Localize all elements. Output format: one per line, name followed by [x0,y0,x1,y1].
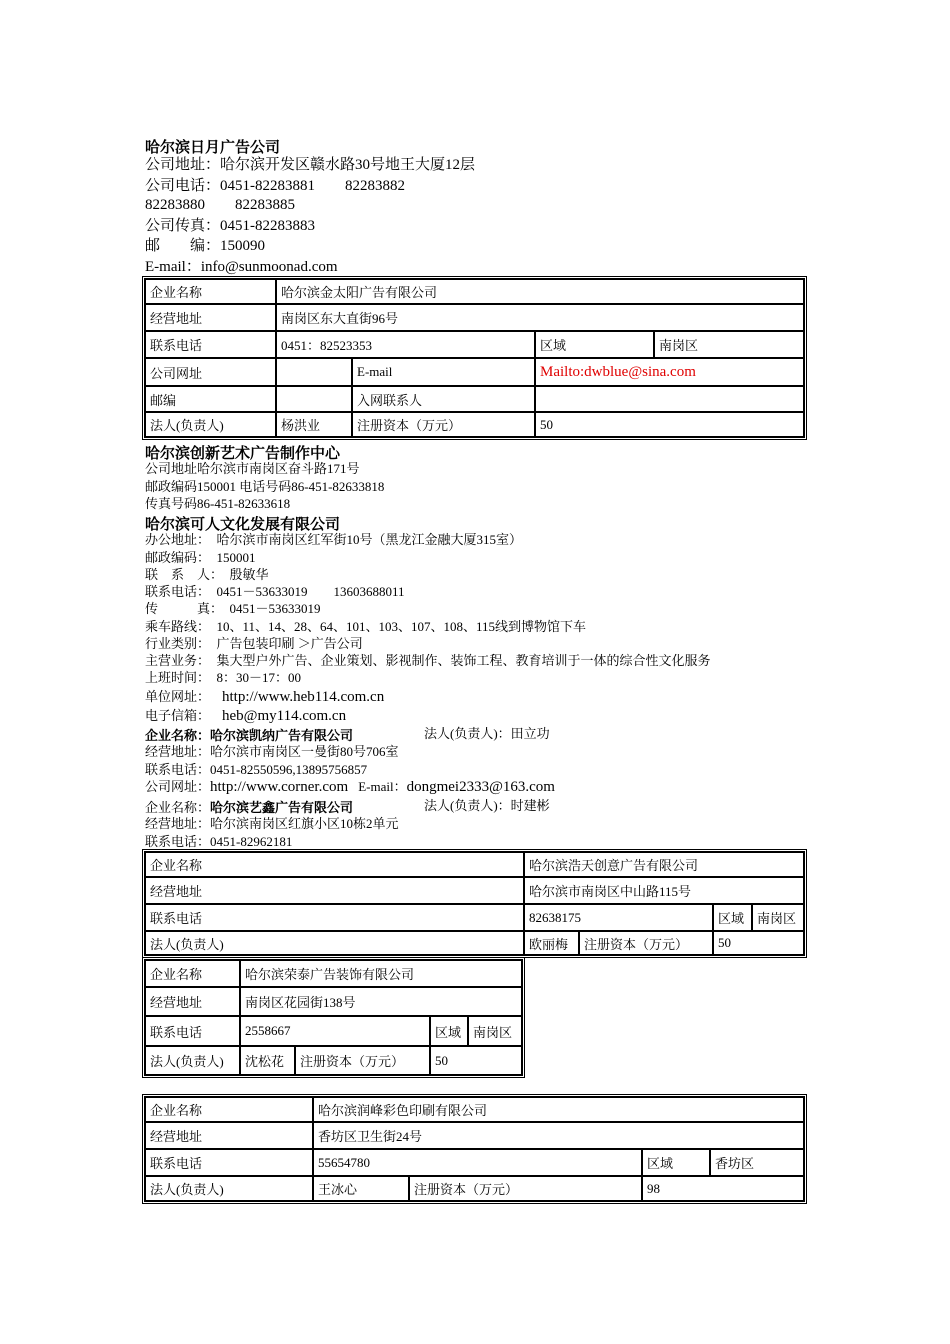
t3-value-address: 南岗区花园街138号 [240,987,522,1016]
t1-value-address: 南岗区东大直街96号 [276,304,804,331]
company1-fax: 公司传真：0451-82283883 [145,218,315,234]
t1-value-capital: 50 [535,412,804,437]
company3-name: 哈尔滨可人文化发展有限公司 [145,515,341,533]
company3-office: 办公地址： 哈尔滨市南岗区红军街10号（黑龙江金融大厦315室） [145,532,523,547]
t2-value-region: 南岗区 [752,904,804,931]
company3-contact: 联 系 人： 殷敏华 [145,567,269,582]
t4-value-name: 哈尔滨润峰彩色印刷有限公司 [313,1097,804,1122]
t4-label-name: 企业名称 [145,1097,313,1122]
company3-route: 乘车路线： 10、11、14、28、64、101、103、107、108、115线到博物馆下车 [145,619,587,634]
t1-email-link[interactable]: Mailto:dwblue@sina.com [535,358,804,386]
t1-label-website: 公司网址 [145,358,276,386]
company1-name: 哈尔滨日月广告公司 [145,138,281,156]
t1-label-contact: 入网联系人 [352,386,535,412]
company2-fax: 传真号码86-451-82633618 [145,496,291,511]
t4-label-capital: 注册资本（万元） [409,1176,642,1201]
t2-label-capital: 注册资本（万元） [579,931,713,955]
t2-value-phone: 82638175 [524,904,713,931]
t1-value-name: 哈尔滨金太阳广告有限公司 [276,279,804,304]
t4-value-legal: 王冰心 [313,1176,409,1201]
t3-label-region: 区域 [430,1016,468,1046]
t3-label-legal: 法人(负责人) [145,1046,240,1075]
company3-category: 行业类别： 广告包装印刷 ＞广告公司 [145,636,363,651]
t3-value-name: 哈尔滨荣泰广告装饰有限公司 [240,960,522,987]
t3-value-legal: 沈松花 [240,1046,295,1075]
t2-label-legal: 法人(负责人) [145,931,524,955]
company2-name: 哈尔滨创新艺术广告制作中心 [145,444,341,462]
t1-label-phone: 联系电话 [145,331,276,358]
t2-value-name: 哈尔滨浩天创意广告有限公司 [524,852,804,877]
company1-phone1: 公司电话：0451-82283881 82283882 [145,178,405,194]
company1-address: 公司地址：哈尔滨开发区赣水路30号地王大厦12层 [145,157,476,173]
t4-label-region: 区域 [642,1149,710,1176]
t4-value-region: 香坊区 [710,1149,804,1176]
t3-value-capital: 50 [430,1046,522,1075]
company3-website-link[interactable]: http://www.heb114.com.cn [222,689,385,705]
t3-value-phone: 2558667 [240,1016,430,1046]
t1-value-website [276,358,352,386]
t2-value-address: 哈尔滨市南岗区中山路115号 [524,877,804,904]
company4-name: 哈尔滨凯纳广告有限公司 [210,729,354,744]
company5-address: 经营地址：哈尔滨南岗区红旗小区10栋2单元 [145,816,399,831]
t4-label-address: 经营地址 [145,1122,313,1149]
t1-value-postcode [276,386,352,412]
t1-label-address: 经营地址 [145,304,276,331]
t2-label-phone: 联系电话 [145,904,524,931]
t3-label-address: 经营地址 [145,987,240,1016]
company3-website-label: 单位网址： [145,689,211,704]
company4-web-label: 公司网址： [145,779,211,794]
t4-value-phone: 55654780 [313,1149,642,1176]
t4-label-legal: 法人(负责人) [145,1176,313,1201]
t4-value-address: 香坊区卫生街24号 [313,1122,804,1149]
t1-label-email: E-mail [352,358,535,386]
t4-value-capital: 98 [642,1176,804,1201]
t1-label-postcode: 邮编 [145,386,276,412]
company1-postcode: 邮 编：150090 [145,238,266,254]
t1-label-capital: 注册资本（万元） [352,412,535,437]
company4-email-link[interactable]: dongmei2333@163.com [406,779,555,795]
company3-mail-label: 电子信箱： [145,708,211,723]
t1-label-region: 区域 [535,331,654,358]
t1-label-name: 企业名称 [145,279,276,304]
company1-phone2: 82283880 82283885 [145,197,296,213]
company3-postcode: 邮政编码： 150001 [145,550,256,565]
t1-value-legal: 杨洪业 [276,412,352,437]
company4-name-label: 企业名称： [145,729,211,744]
t2-value-capital: 50 [713,931,804,955]
company2-post-phone: 邮政编码150001 电话号码86-451-82633818 [145,479,385,494]
company1-email: E-mail：info@sunmoonad.com [145,259,338,275]
company5-phone: 联系电话：0451-82962181 [145,834,293,849]
t1-value-contact [535,386,804,412]
company3-fax: 传 真： 0451－53633019 [145,601,321,616]
t2-label-region: 区域 [713,904,752,931]
t3-label-capital: 注册资本（万元） [295,1046,430,1075]
t3-value-region: 南岗区 [468,1016,522,1046]
company5-legal: 法人(负责人)：时建彬 [424,798,550,813]
t1-value-phone: 0451：82523353 [276,331,535,358]
company4-legal: 法人(负责人)：田立功 [424,726,550,741]
t3-label-name: 企业名称 [145,960,240,987]
company4-address: 经营地址：哈尔滨市南岗区一曼街80号706室 [145,744,399,759]
t2-label-name: 企业名称 [145,852,524,877]
company4-email-label: E-mail： [358,779,407,794]
t1-value-region: 南岗区 [654,331,804,358]
t2-label-address: 经营地址 [145,877,524,904]
t4-label-phone: 联系电话 [145,1149,313,1176]
t1-label-legal: 法人(负责人) [145,412,276,437]
company3-phone: 联系电话： 0451－53633019 13603688011 [145,584,405,599]
company5-name: 哈尔滨艺鑫广告有限公司 [210,801,354,816]
company3-mail-link[interactable]: heb@my114.com.cn [222,708,347,724]
company3-hours: 上班时间： 8：30－17：00 [145,670,302,685]
company5-name-label: 企业名称： [145,800,211,815]
company3-business: 主营业务： 集大型户外广告、企业策划、影视制作、装饰工程、教育培训于一体的综合性文化服务 [145,653,711,668]
t2-value-legal: 欧丽梅 [524,931,579,955]
company4-phone: 联系电话：0451-82550596,13895756857 [145,762,368,777]
t3-label-phone: 联系电话 [145,1016,240,1046]
company4-web-link[interactable]: http://www.corner.com [210,779,349,795]
company2-address: 公司地址哈尔滨市南岗区奋斗路171号 [145,461,360,476]
